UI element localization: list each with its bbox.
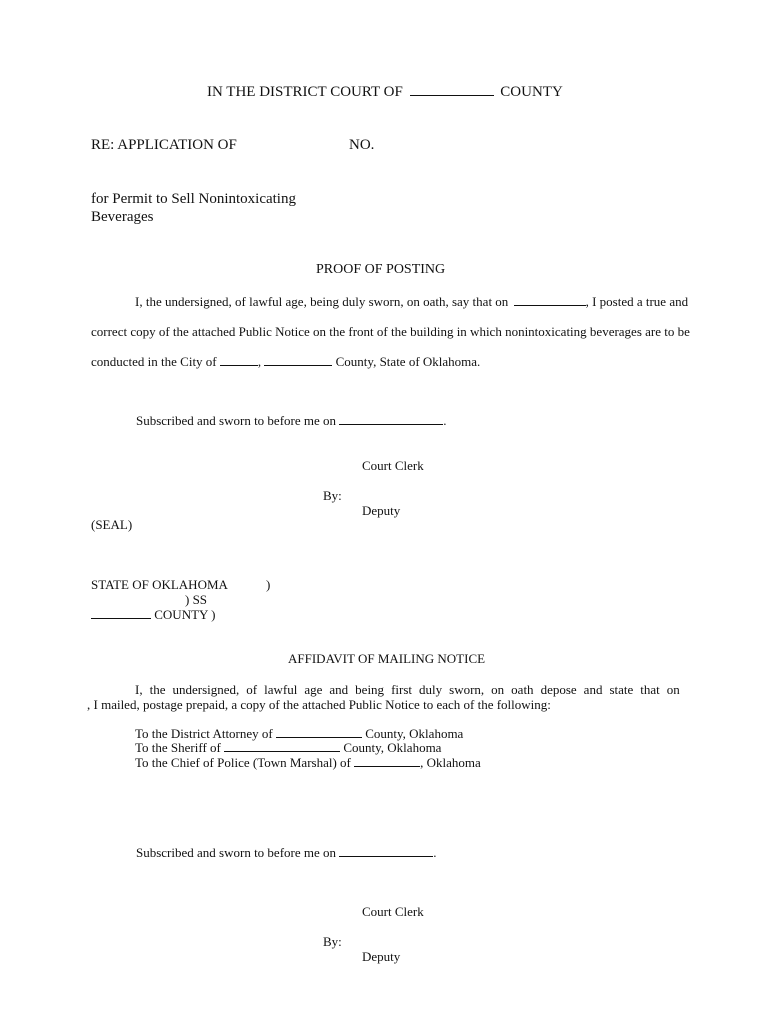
application-label: RE: APPLICATION OF — [91, 137, 237, 153]
sheriff-county-label: County, Oklahoma — [343, 740, 442, 755]
affidavit-word: I, — [135, 682, 143, 697]
affidavit-word: age — [304, 682, 323, 697]
affidavit-by-label: By: — [323, 934, 342, 949]
posting-date-blank[interactable] — [514, 305, 586, 306]
da-county-label: County, Oklahoma — [365, 726, 464, 741]
case-number-label: NO. — [349, 137, 375, 153]
posting-sworn-date-blank[interactable] — [339, 424, 443, 425]
affidavit-word: on — [666, 682, 680, 697]
county-blank[interactable] — [264, 365, 332, 366]
affidavit-word: lawful — [264, 682, 298, 697]
affidavit-word: undersigned, — [172, 682, 240, 697]
posting-text-start: I, the undersigned, of lawful age, being duly sworn, on oath, say that on — [135, 294, 509, 309]
affidavit-word: that — [640, 682, 660, 697]
subscribed-text: Subscribed and sworn to before me on — [136, 845, 337, 860]
seal-label: (SEAL) — [91, 517, 133, 532]
posting-court-clerk: Court Clerk — [362, 458, 424, 473]
affidavit-word: state — [609, 682, 634, 697]
recipient-district-attorney — [135, 727, 463, 740]
sheriff-label: To the Sheriff of — [135, 740, 221, 755]
posting-paragraph-line-1 — [135, 295, 688, 308]
court-heading-suffix: COUNTY — [500, 84, 563, 100]
venue-ss: ) SS — [185, 592, 208, 607]
proof-of-posting-title: PROOF OF POSTING — [316, 262, 446, 277]
da-county-blank[interactable] — [276, 737, 362, 738]
permit-line-2: Beverages — [91, 209, 154, 225]
police-label: To the Chief of Police (Town Marshal) of — [135, 755, 351, 770]
subscribed-text: Subscribed and sworn to before me on — [136, 413, 337, 428]
affidavit-deputy: Deputy — [362, 949, 401, 964]
affidavit-word: being — [355, 682, 385, 697]
affidavit-title: AFFIDAVIT OF MAILING NOTICE — [288, 651, 486, 666]
court-heading-prefix: IN THE DISTRICT COURT OF — [207, 84, 403, 100]
affidavit-word: of — [246, 682, 258, 697]
police-town-blank[interactable] — [354, 766, 420, 767]
affidavit-subscribed-line — [136, 846, 437, 859]
affidavit-word: and — [583, 682, 603, 697]
da-label: To the District Attorney of — [135, 726, 273, 741]
affidavit-word: sworn, — [449, 682, 485, 697]
affidavit-line-1 — [135, 683, 680, 696]
affidavit-word: first — [391, 682, 413, 697]
venue-paren: ) — [266, 577, 271, 592]
sheriff-county-blank[interactable] — [224, 751, 340, 752]
posting-by-label: By: — [323, 488, 342, 503]
affidavit-word: on — [491, 682, 505, 697]
posting-paragraph-line-2: correct copy of the attached Public Notice on the front of the building in which nonintoxicating beverages are to be — [91, 324, 690, 339]
affidavit-sworn-date-blank[interactable] — [339, 856, 433, 857]
period: . — [433, 845, 437, 860]
venue-county-label: COUNTY ) — [154, 607, 216, 622]
city-blank[interactable] — [220, 365, 258, 366]
venue-state: STATE OF OKLAHOMA — [91, 577, 228, 592]
period: . — [443, 413, 447, 428]
venue-county-blank[interactable] — [91, 618, 151, 619]
affidavit-word: oath — [511, 682, 534, 697]
city-label: conducted in the City of — [91, 354, 217, 369]
affidavit-word: and — [329, 682, 349, 697]
court-heading — [207, 85, 563, 100]
affidavit-line-2: , I mailed, postage prepaid, a copy of the attached Public Notice to each of the following: — [87, 697, 551, 712]
posting-text-end: , I posted a true and — [585, 294, 689, 309]
permit-line-1: for Permit to Sell Nonintoxicating — [91, 191, 296, 207]
recipient-chief-of-police — [135, 756, 481, 769]
county-name-blank[interactable] — [410, 95, 494, 96]
posting-subscribed-line — [136, 414, 447, 427]
venue-county — [91, 608, 216, 621]
police-state-label: , Oklahoma — [420, 755, 481, 770]
city-comma: , — [257, 354, 262, 369]
recipient-sheriff — [135, 741, 441, 754]
state-text: County, State of Oklahoma. — [335, 354, 481, 369]
affidavit-word: depose — [540, 682, 577, 697]
posting-paragraph-line-3 — [91, 355, 480, 368]
affidavit-word: the — [149, 682, 166, 697]
affidavit-word: duly — [419, 682, 443, 697]
affidavit-court-clerk: Court Clerk — [362, 904, 424, 919]
posting-deputy: Deputy — [362, 503, 401, 518]
